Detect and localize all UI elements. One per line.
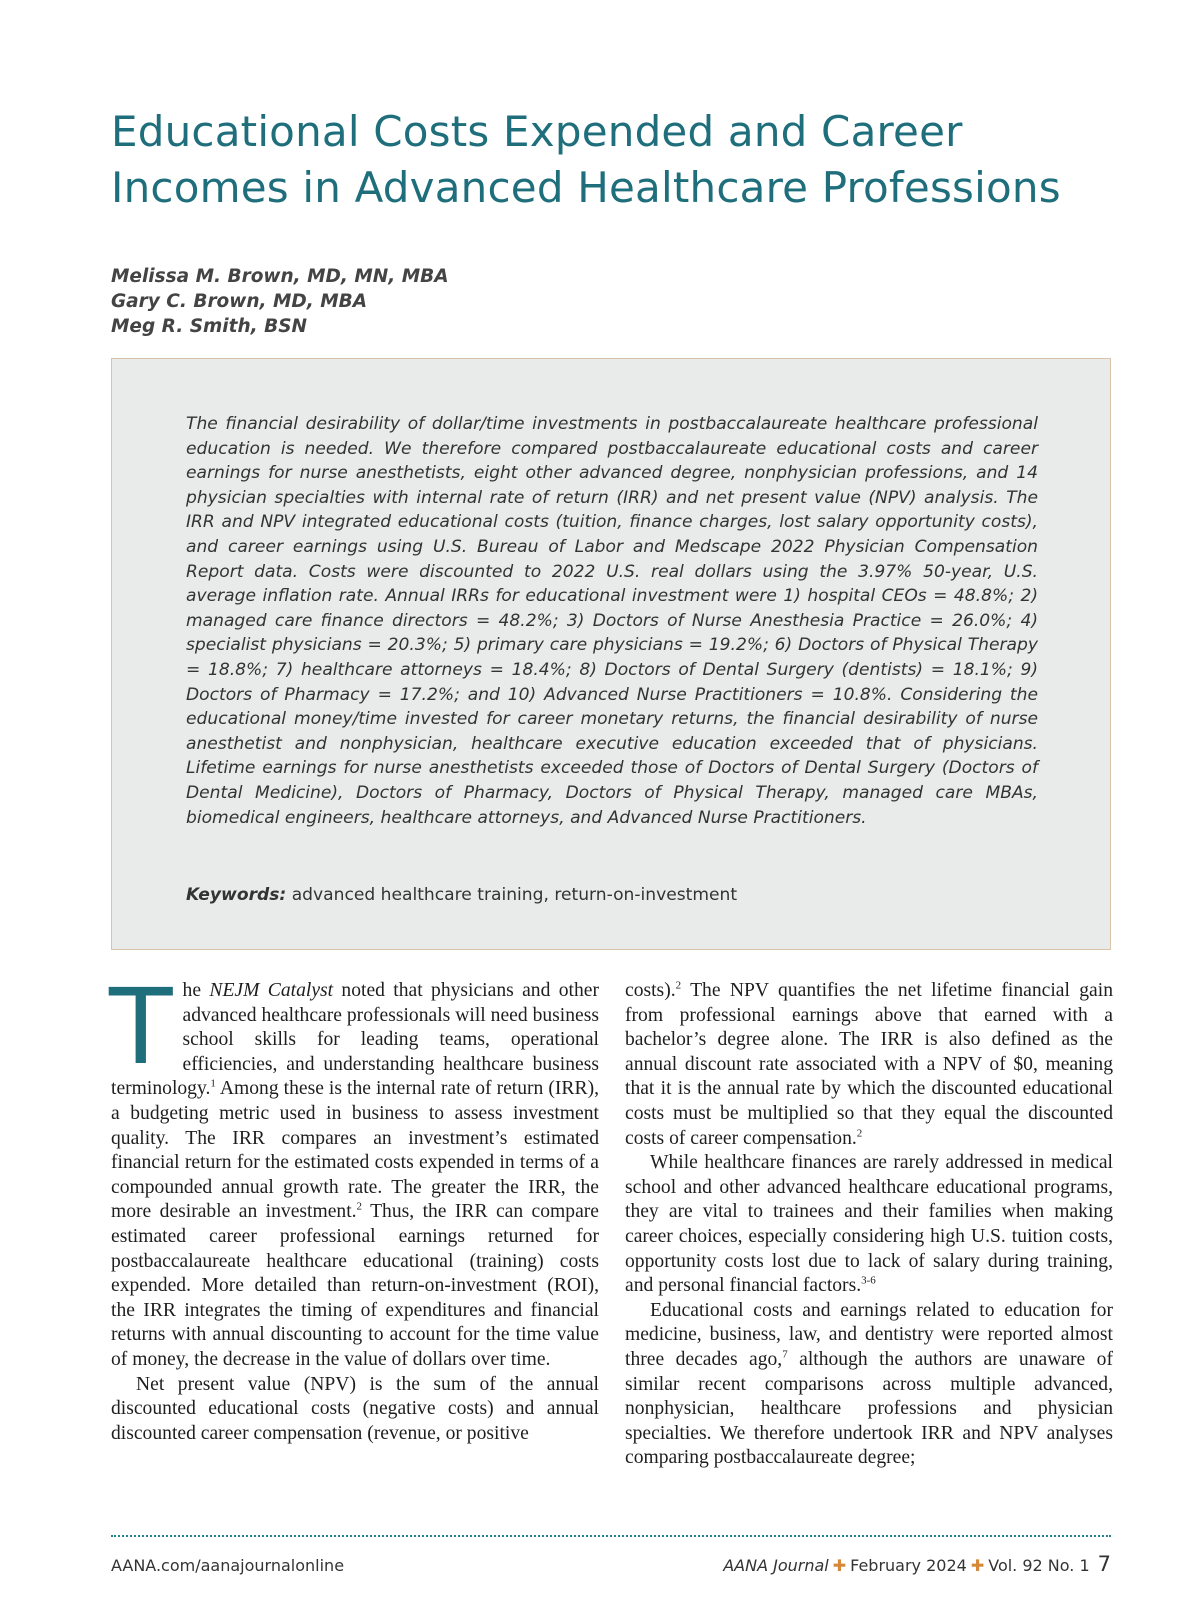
body-paragraph: Net present value (NPV) is the sum of the annual discounted educational costs (negative costs) and annual discounted career compensation (revenue, or positive bbox=[111, 1373, 599, 1444]
footer-url[interactable]: AANA.com/aanajournalonline bbox=[111, 1556, 345, 1575]
footer-volume: Vol. 92 No. 1 bbox=[988, 1556, 1090, 1575]
citation-ref: 3-6 bbox=[861, 1274, 876, 1287]
abstract-box bbox=[111, 358, 1111, 950]
footer-journal: AANA Journal bbox=[723, 1556, 829, 1575]
citation-ref: 1 bbox=[210, 1077, 216, 1090]
journal-name: NEJM Catalyst bbox=[209, 980, 334, 1001]
body-column-right bbox=[625, 979, 1113, 1471]
keywords-label: Keywords: bbox=[186, 885, 287, 905]
page-number: 7 bbox=[1097, 1552, 1111, 1576]
body-paragraph: costs).$^2$ The NPV quantifies the net lifetime financial gain from professional earnings above that earned with a bachelor’s degree alone. The IRR is also defined as the annual discount rate associated with a NPV of $0, meaning that it is the annual rate by which the discounted educational costs must be multiplied so that they equal the discounted costs of career compensation.$^2$ bbox=[625, 979, 1113, 1149]
citation-ref: 2 bbox=[356, 1200, 363, 1213]
body-column-left bbox=[109, 966, 599, 1446]
footer-divider bbox=[111, 1535, 1111, 1537]
drop-cap: T bbox=[109, 966, 173, 1088]
footer-date: February 2024 bbox=[850, 1556, 967, 1575]
citation-ref: 7 bbox=[782, 1348, 788, 1361]
body-paragraph: While healthcare finances are rarely addressed in medical school and other advanced healthcare educational programs, they are vital to trainees and their families when making career choices, especially considering high U.S. tuition costs, opportunity costs lost due to lack of salary during training, and personal financial factors.$^{3-6}$ bbox=[625, 1152, 1113, 1297]
author-list bbox=[111, 264, 449, 339]
article-title: Educational Costs Expended and Career Incomes in Advanced Healthcare Professions bbox=[111, 107, 1061, 212]
keywords bbox=[186, 883, 1038, 907]
footer-citation bbox=[723, 1552, 1111, 1576]
body-paragraph: Educational costs and earnings related to education for medicine, business, law, and dentistry were reported almost three decades ago,$^7$ although the authors are unaware of similar recent comparisons across multiple advanced, nonphysician, healthcare professions and physician specialties. We therefore undertook IRR and NPV analyses comparing postbaccalaureate degree; bbox=[625, 1299, 1113, 1469]
cross-separator-icon: ✚ bbox=[832, 1556, 847, 1575]
keywords-list: advanced healthcare training, return-on-investment bbox=[291, 885, 738, 905]
body-paragraph: The NEJM Catalyst noted that physicians and other advanced healthcare professionals will need business school skills for leading teams, operational efficiencies, and understanding healthcare business terminology.$^1$ Among these is the internal rate of return (IRR), a budgeting metric used in business to assess investment quality. The IRR compares an investment’s estimated financial return for the estimated costs expended in terms of a compounded annual growth rate. The greater the IRR, the more desirable an investment.$^2$ Thus, the IRR can compare estimated career professional earnings returned for postbaccalaureate healthcare educational (training) costs expended. More detailed than return-on-investment (ROI), the IRR integrates the timing of expenditures and financial returns with annual discounting to account for the time value of money, the decrease in the value of dollars over time. bbox=[109, 966, 599, 1370]
author-name: Melissa M. Brown, MD, MN, MBA bbox=[111, 266, 449, 287]
citation-ref: 2 bbox=[856, 1127, 863, 1140]
author-name: Gary C. Brown, MD, MBA bbox=[111, 291, 368, 312]
abstract-text: The financial desirability of dollar/time investments in postbaccalaureate healthcare professional education is needed. We therefore compared postbaccalaureate educational costs and career earnings for nurse anesthetists, eight other advanced degree, nonphysician professions, and 14 physician specialties with internal rate of return (IRR) and net present value (NPV) analysis. The IRR and NPV integrated educational costs (tuition, finance charges, lost salary opportunity costs), and career earnings using U.S. Bureau of Labor and Medscape 2022 Physician Compensation Report data. Costs were discounted to 2022 U.S. real dollars using the 3.97% 50-year, U.S. average inflation rate. Annual IRRs for educational investment were 1) hospital CEOs = 48.8%; 2) managed care finance directors = 48.2%; 3) Doctors of Nurse Anesthesia Practice = 26.0%; 4) specialist physicians = 20.3%; 5) primary care physicians = 19.2%; 6) Doctors of Physical Therapy = 18.8%; 7) healthcare attorneys = 18.4%; 8) Doctors of Dental Surgery (dentists) = 18.1%; 9) Doctors of Pharmacy = 17.2%; and 10) Advanced Nurse Practitioners = 10.8%. Considering the educational money/time invested for career monetary returns, the financial desirability of nurse anesthetist and nonphysician, healthcare executive education exceeded that of physicians. Lifetime earnings for nurse anesthetists exceeded those of Doctors of Dental Surgery (Doctors of Dental Medicine), Doctors of Pharmacy, Doctors of Physical Therapy, managed care MBAs, biomedical engineers, healthcare attorneys, and Advanced Nurse Practitioners. bbox=[186, 414, 1038, 828]
citation-ref: 2 bbox=[675, 979, 682, 992]
author-name: Meg R. Smith, BSN bbox=[111, 316, 308, 337]
cross-separator-icon: ✚ bbox=[970, 1556, 985, 1575]
